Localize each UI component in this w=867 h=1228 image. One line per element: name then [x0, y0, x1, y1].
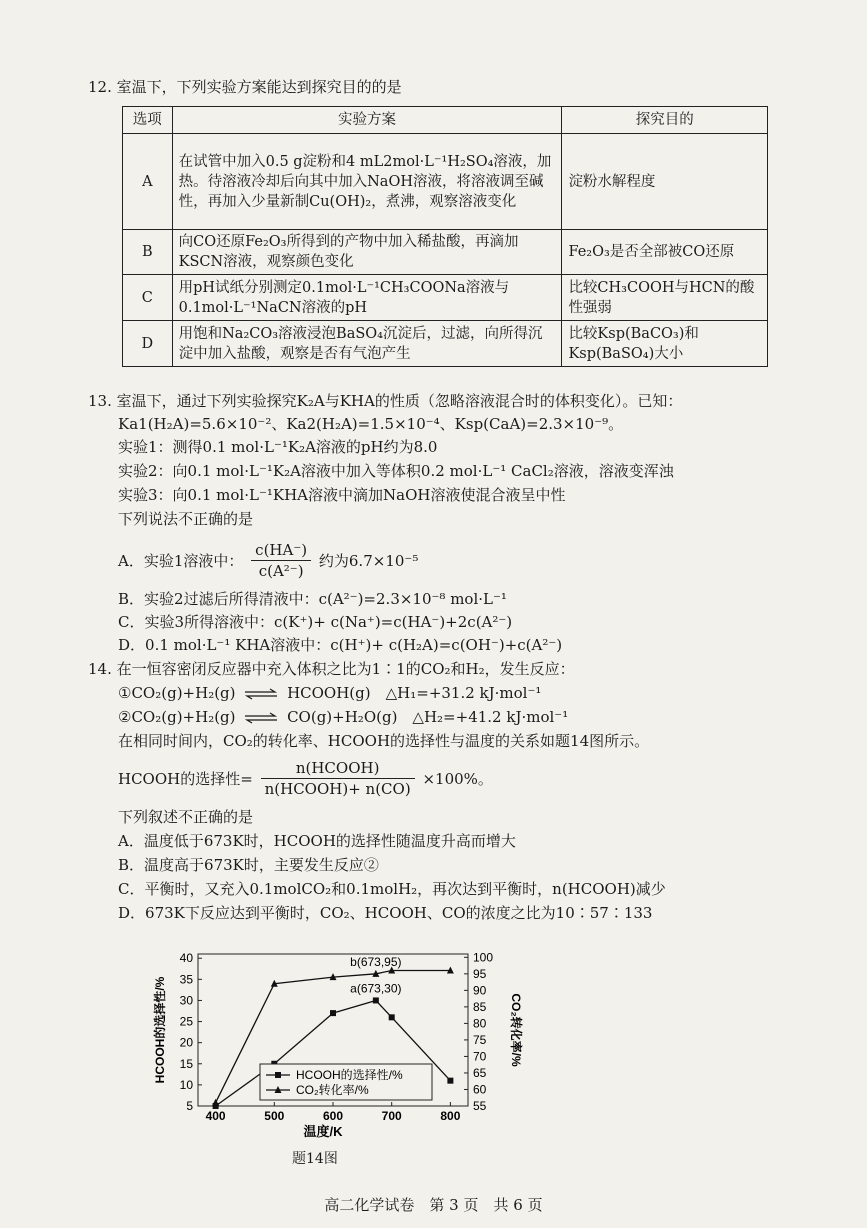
x-tick-label: 400: [205, 1109, 226, 1123]
y-right-tick-label: 90: [473, 983, 487, 998]
equilibrium-arrow-icon: [244, 712, 278, 724]
q13-option-c[interactable]: C．实验3所得溶液中：c(K⁺)+ c(Na⁺)=c(HA⁻)+2c(A²⁻): [118, 613, 513, 631]
page-footer: 高二化学试卷 第 3 页 共 6 页: [324, 1196, 543, 1214]
q13-exp1: 实验1：测得0.1 mol·L⁻¹K₂A溶液的pH约为8.0: [118, 438, 438, 456]
y-right-tick-label: 70: [473, 1049, 487, 1064]
legend-marker-square: [275, 1072, 281, 1078]
q14-ask: 下列叙述不正确的是: [118, 808, 254, 826]
figure-caption: 题14图: [292, 1151, 338, 1167]
data-point-square: [389, 1014, 395, 1020]
row-plan: 在试管中加入0.5 g淀粉和4 mL2mol·L⁻¹H₂SO₄溶液，加热。待溶液冷却后向其中加入NaOH溶液，将溶液调至碱性，再加入少量新制Cu(OH)₂，煮沸，观察溶液变化: [172, 134, 562, 230]
reaction-1-right: HCOOH(g) △H₁=+31.2 kJ·mol⁻¹: [287, 684, 542, 702]
y-left-tick-label: 40: [179, 951, 193, 966]
y-left-axis-label: HCOOH的选择性/%: [153, 976, 167, 1084]
row-goal: 比较CH₃COOH与HCN的酸性强弱: [562, 275, 768, 321]
y-left-tick-label: 10: [179, 1077, 193, 1092]
fraction-numerator: c(HA⁻): [251, 540, 311, 561]
data-point-square: [330, 1010, 336, 1016]
q14-option-c[interactable]: C．平衡时，又充入0.1molCO₂和0.1molH₂，再次达到平衡时，n(HCOOH)减少: [118, 880, 666, 898]
q13-number: 13.: [88, 392, 112, 410]
table-row: [123, 230, 768, 275]
y-left-tick-label: 5: [186, 1099, 193, 1113]
fraction-denominator: c(A²⁻): [258, 562, 304, 580]
reaction-2-left: ②CO₂(g)+H₂(g): [118, 708, 236, 726]
table-header-row: [123, 107, 768, 134]
y-right-axis-label: CO₂转化率/%: [509, 993, 523, 1067]
selectivity-fraction: [261, 758, 415, 799]
q14-selectivity-formula: [118, 758, 493, 799]
selectivity-label: HCOOH的选择性=: [118, 770, 253, 788]
table-row: [123, 134, 768, 230]
x-tick-label: 700: [381, 1109, 402, 1123]
row-option: A: [123, 134, 173, 230]
point-annotation-0: a(673,30): [350, 981, 402, 996]
row-goal: Fe₂O₃是否全部被CO还原: [562, 230, 768, 275]
legend-label-0: HCOOH的选择性/%: [296, 1068, 403, 1082]
y-left-tick-label: 20: [179, 1035, 193, 1050]
selectivity-suffix: ×100%。: [422, 770, 493, 788]
q12-table: [122, 106, 768, 367]
row-goal: 淀粉水解程度: [562, 134, 768, 230]
figure-14-chart: [140, 946, 540, 1146]
legend-label-1: CO₂转化率/%: [296, 1083, 369, 1097]
data-point-square: [447, 1078, 453, 1084]
data-point-square: [373, 997, 379, 1003]
q14-option-a[interactable]: A．温度低于673K时，HCOOH的选择性随温度升高而增大: [118, 832, 516, 850]
header-goal: 探究目的: [562, 107, 768, 134]
row-option: C: [123, 275, 173, 321]
header-option: 选项: [123, 107, 173, 134]
y-right-tick-label: 55: [473, 1099, 487, 1113]
x-tick-label: 600: [322, 1109, 344, 1123]
fraction-denominator: n(HCOOH)+ n(CO): [264, 780, 411, 798]
q14-description: 在相同时间内，CO₂的转化率、HCOOH的选择性与温度的关系如题14图所示。: [118, 732, 650, 750]
y-right-tick-label: 100: [473, 950, 494, 965]
q14-stem-text: 在一恒容密闭反应器中充入体积之比为1∶1的CO₂和H₂，发生反应：: [116, 660, 575, 678]
equilibrium-arrow-icon: [244, 688, 278, 700]
q12-stem: [88, 76, 402, 98]
q13-exp2: 实验2：向0.1 mol·L⁻¹K₂A溶液中加入等体积0.2 mol·L⁻¹ CaCl₂溶液，溶液变浑浊: [118, 462, 674, 480]
q13-stem: [88, 390, 682, 412]
row-goal: 比较Ksp(BaCO₃)和Ksp(BaSO₄)大小: [562, 321, 768, 367]
table-row: [123, 321, 768, 367]
q13-ask: 下列说法不正确的是: [118, 510, 254, 528]
y-left-tick-label: 35: [179, 972, 193, 987]
q13-exp3: 实验3：向0.1 mol·L⁻¹KHA溶液中滴加NaOH溶液使混合液呈中性: [118, 486, 566, 504]
q13-option-b[interactable]: B．实验2过滤后所得清液中：c(A²⁻)=2.3×10⁻⁸ mol·L⁻¹: [118, 590, 507, 608]
y-left-tick-label: 15: [179, 1056, 193, 1071]
row-option: D: [123, 321, 173, 367]
q14-reaction-2: [118, 706, 568, 728]
q13-stem-text: 室温下，通过下列实验探究K₂A与KHA的性质（忽略溶液混合时的体积变化）。已知：: [116, 392, 683, 410]
row-plan: 向CO还原Fe₂O₃所得到的产物中加入稀盐酸，再滴加KSCN溶液，观察颜色变化: [172, 230, 562, 275]
q13-known: Ka1(H₂A)=5.6×10⁻²、Ka2(H₂A)=1.5×10⁻⁴、Ksp(CaA)=2.3×10⁻⁹。: [118, 415, 624, 433]
q13-option-d[interactable]: D．0.1 mol·L⁻¹ KHA溶液中：c(H⁺)+ c(H₂A)=c(OH⁻)+c(A²⁻): [118, 636, 563, 654]
x-tick-label: 500: [264, 1109, 285, 1123]
row-plan: 用饱和Na₂CO₃溶液浸泡BaSO₄沉淀后，过滤，向所得沉淀中加入盐酸，观察是否有气泡产生: [172, 321, 562, 367]
row-option: B: [123, 230, 173, 275]
y-left-tick-label: 30: [179, 993, 193, 1008]
q13-option-a-value: 约为6.7×10⁻⁵: [318, 552, 419, 570]
q14-stem: [88, 658, 575, 680]
q14-option-d[interactable]: D．673K下反应达到平衡时，CO₂、HCOOH、CO的浓度之比为10∶57∶133: [118, 904, 653, 922]
q13-option-a[interactable]: [118, 540, 418, 581]
q12-stem-text: 室温下，下列实验方案能达到探究目的的是: [116, 78, 402, 96]
header-plan: 实验方案: [172, 107, 562, 134]
row-plan: 用pH试纸分别测定0.1mol·L⁻¹CH₃COONa溶液与0.1mol·L⁻¹NaCN溶液的pH: [172, 275, 562, 321]
q14-reaction-1: [118, 682, 541, 704]
x-tick-label: 800: [440, 1109, 461, 1123]
q14-option-b[interactable]: B．温度高于673K时，主要发生反应②: [118, 856, 379, 874]
q14-number: 14.: [88, 660, 112, 678]
y-left-tick-label: 25: [179, 1014, 193, 1029]
q13-option-a-label: A．实验1溶液中：: [118, 552, 244, 570]
y-right-tick-label: 65: [473, 1065, 487, 1080]
point-annotation-1: b(673,95): [350, 954, 402, 969]
data-point-triangle: [212, 1099, 219, 1106]
y-right-tick-label: 80: [473, 1016, 487, 1031]
y-right-tick-label: 85: [473, 999, 487, 1014]
y-right-tick-label: 60: [473, 1082, 487, 1097]
fraction-numerator: n(HCOOH): [261, 758, 415, 779]
reaction-1-left: ①CO₂(g)+H₂(g): [118, 684, 236, 702]
table-row: [123, 275, 768, 321]
reaction-2-right: CO(g)+H₂O(g) △H₂=+41.2 kJ·mol⁻¹: [287, 708, 569, 726]
y-right-tick-label: 95: [473, 966, 487, 981]
y-right-tick-label: 75: [473, 1032, 487, 1047]
x-axis-label: 温度/K: [303, 1124, 343, 1139]
ratio-fraction: [251, 540, 311, 581]
q12-number: 12.: [88, 78, 112, 96]
